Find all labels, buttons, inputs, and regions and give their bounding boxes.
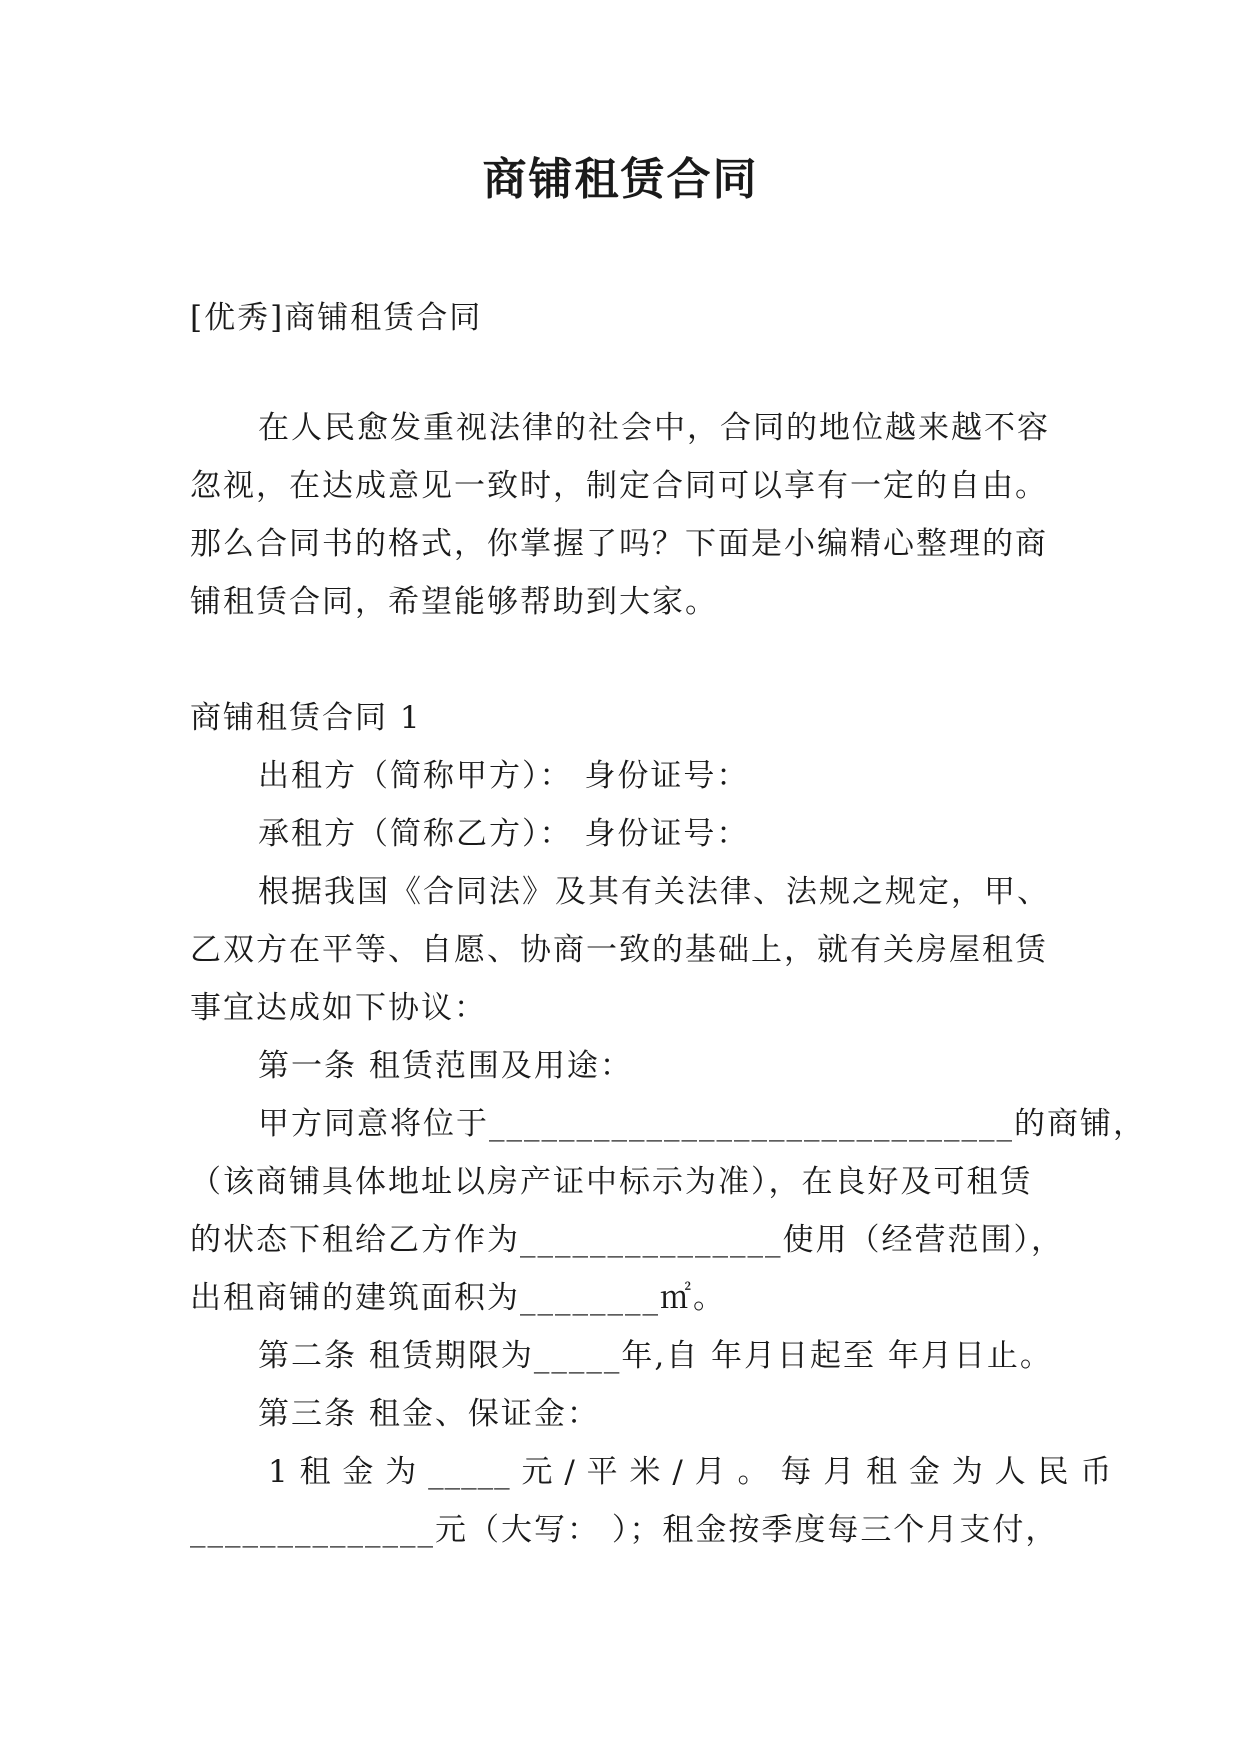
intro-line: 忽视，在达成意见一致时，制定合同可以享有一定的自由。 (190, 468, 1048, 504)
document-subtitle: [优秀]商铺租赁合同 (190, 300, 483, 336)
intro-line: 铺租赁合同，希望能够帮助到大家。 (190, 584, 718, 620)
section-heading: 商铺租赁合同 1 (190, 700, 422, 736)
basis-line: 根据我国《合同法》及其有关法律、法规之规定，甲、 (258, 874, 1050, 910)
article2-line: 第二条 租赁期限为_____年,自 年月日起至 年月日止。 (258, 1338, 1053, 1374)
lessee-line: 承租方（简称乙方）： 身份证号： (258, 816, 750, 852)
article1-line: 甲方同意将位于______________________________的商铺， (258, 1106, 1146, 1142)
basis-line: 乙双方在平等、自愿、协商一致的基础上，就有关房屋租赁 (190, 932, 1048, 968)
article1-line: 出租商铺的建筑面积为________㎡。 (190, 1280, 726, 1316)
intro-line: 那么合同书的格式，你掌握了吗？下面是小编精心整理的商 (190, 526, 1048, 562)
article1-heading: 第一条 租赁范围及用途： (258, 1048, 633, 1084)
document-title: 商铺租赁合同 (482, 154, 759, 205)
article3-line: 1 租 金 为 _____ 元 / 平 米 / 月 。 每 月 租 金 为 人 民 币 (268, 1454, 1113, 1490)
article1-line: （该商铺具体地址以房产证中标示为准），在良好及可租赁 (190, 1164, 1033, 1200)
basis-line: 事宜达成如下协议： (190, 990, 487, 1026)
article1-line: 的状态下租给乙方作为_______________使用（经营范围）， (190, 1222, 1064, 1258)
lessor-line: 出租方（简称甲方）： 身份证号： (258, 758, 750, 794)
article3-line: ______________元（大写： ）；租金按季度每三个月支付， (190, 1512, 1059, 1548)
intro-line: 在人民愈发重视法律的社会中，合同的地位越来越不容 (258, 410, 1050, 446)
article3-heading: 第三条 租金、保证金： (258, 1396, 600, 1432)
